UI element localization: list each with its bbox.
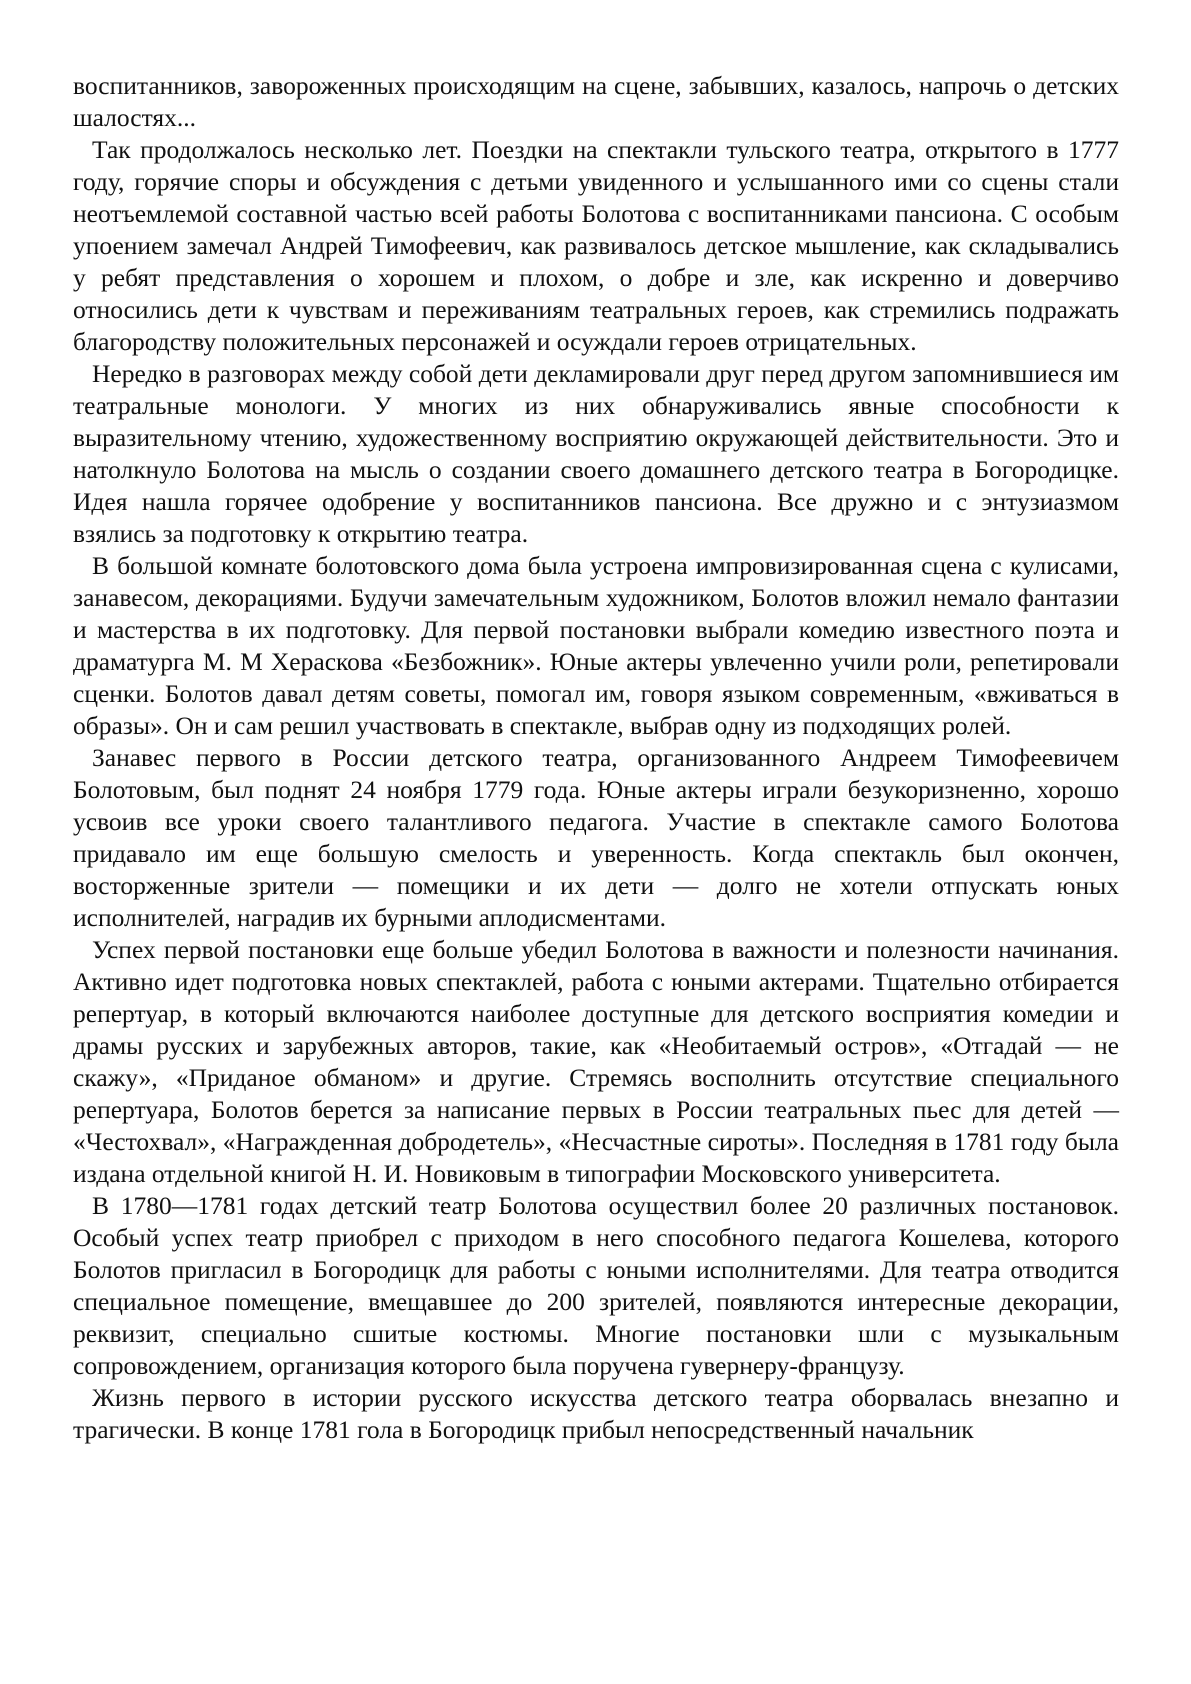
document-page [73, 70, 1119, 1446]
paragraph-7: В 1780—1781 годах детский театр Болотова осуществил более 20 различных постановок. Особый успех театр приобрел с приходом в него способного педагога Кошелева, которого Болотов пригласил в Богородицк для работы с юными исполнителями. Для театра отводится специальное помещение, вмещавшее до 200 зрителей, появляются интересные декорации, реквизит, специально сшитые костюмы. Многие постановки шли с музыкальным сопровождением, организация которого была поручена гувернеру-французу. [73, 1191, 1119, 1380]
paragraph-4: В большой комнате болотовского дома была устроена импровизированная сцена с кулисами, занавесом, декорациями. Будучи замечательным художником, Болотов вложил немало фантазии и мастерства в их подготовку. Для первой постановки выбрали комедию известного поэта и драматурга М. М Хераскова «Безбожник». Юные актеры увлеченно учили роли, репетировали сценки. Болотов давал детям советы, помогал им, говоря языком современным, «вживаться в образы». Он и сам решил участвовать в спектакле, выбрав одну из подходящих ролей. [73, 551, 1119, 740]
paragraph-5: Занавес первого в России детского театра, организованного Андреем Тимофеевичем Болотовым, был поднят 24 ноября 1779 года. Юные актеры играли безукоризненно, хорошо усвоив все уроки своего талантливого педагога. Участие в спектакле самого Болотова придавало им еще большую смелость и уверенность. Когда спектакль был окончен, восторженные зрители — помещики и их дети — долго не хотели отпускать юных исполнителей, наградив их бурными аплодисментами. [73, 743, 1119, 932]
paragraph-8: Жизнь первого в истории русского искусства детского театра оборвалась внезапно и трагически. В конце 1781 гола в Богородицк прибыл непосредственный начальник [73, 1383, 1119, 1444]
paragraph-3: Нередко в разговорах между собой дети декламировали друг перед другом запомнившиеся им театральные монологи. У многих из них обнаруживались явные способности к выразительному чтению, художественному восприятию окружающей действительности. Это и натолкнуло Болотова на мысль о создании своего домашнего детского театра в Богородицке. Идея нашла горячее одобрение у воспитанников пансиона. Все дружно и с энтузиазмом взялись за подготовку к открытию театра. [73, 359, 1119, 548]
paragraph-1: воспитанников, завороженных происходящим на сцене, забывших, казалось, напрочь о детских шалостях... [73, 71, 1119, 132]
paragraph-6: Успех первой постановки еще больше убедил Болотова в важности и полезности начинания. Активно идет подготовка новых спектаклей, работа с юными актерами. Тщательно отбирается репертуар, в который включаются наиболее доступные для детского восприятия комедии и драмы русских и зарубежных авторов, такие, как «Необитаемый остров», «Отгадай — не скажу», «Приданое обманом» и другие. Стремясь восполнить отсутствие специального репертуара, Болотов берется за написание первых в России театральных пьес для детей — «Честохвал», «Награжденная добродетель», «Несчастные сироты». Последняя в 1781 году была издана отдельной книгой Н. И. Новиковым в типографии Московского университета. [73, 935, 1119, 1188]
paragraph-2: Так продолжалось несколько лет. Поездки на спектакли тульского театра, открытого в 1777 году, горячие споры и обсуждения с детьми увиденного и услышанного ими со сцены стали неотъемлемой составной частью всей работы Болотова с воспитанниками пансиона. С особым упоением замечал Андрей Тимофеевич, как развивалось детское мышление, как складывались у ребят представления о хорошем и плохом, о добре и зле, как искренно и доверчиво относились дети к чувствам и переживаниям театральных героев, как стремились подражать благородству положительных персонажей и осуждали героев отрицательных. [73, 135, 1119, 356]
